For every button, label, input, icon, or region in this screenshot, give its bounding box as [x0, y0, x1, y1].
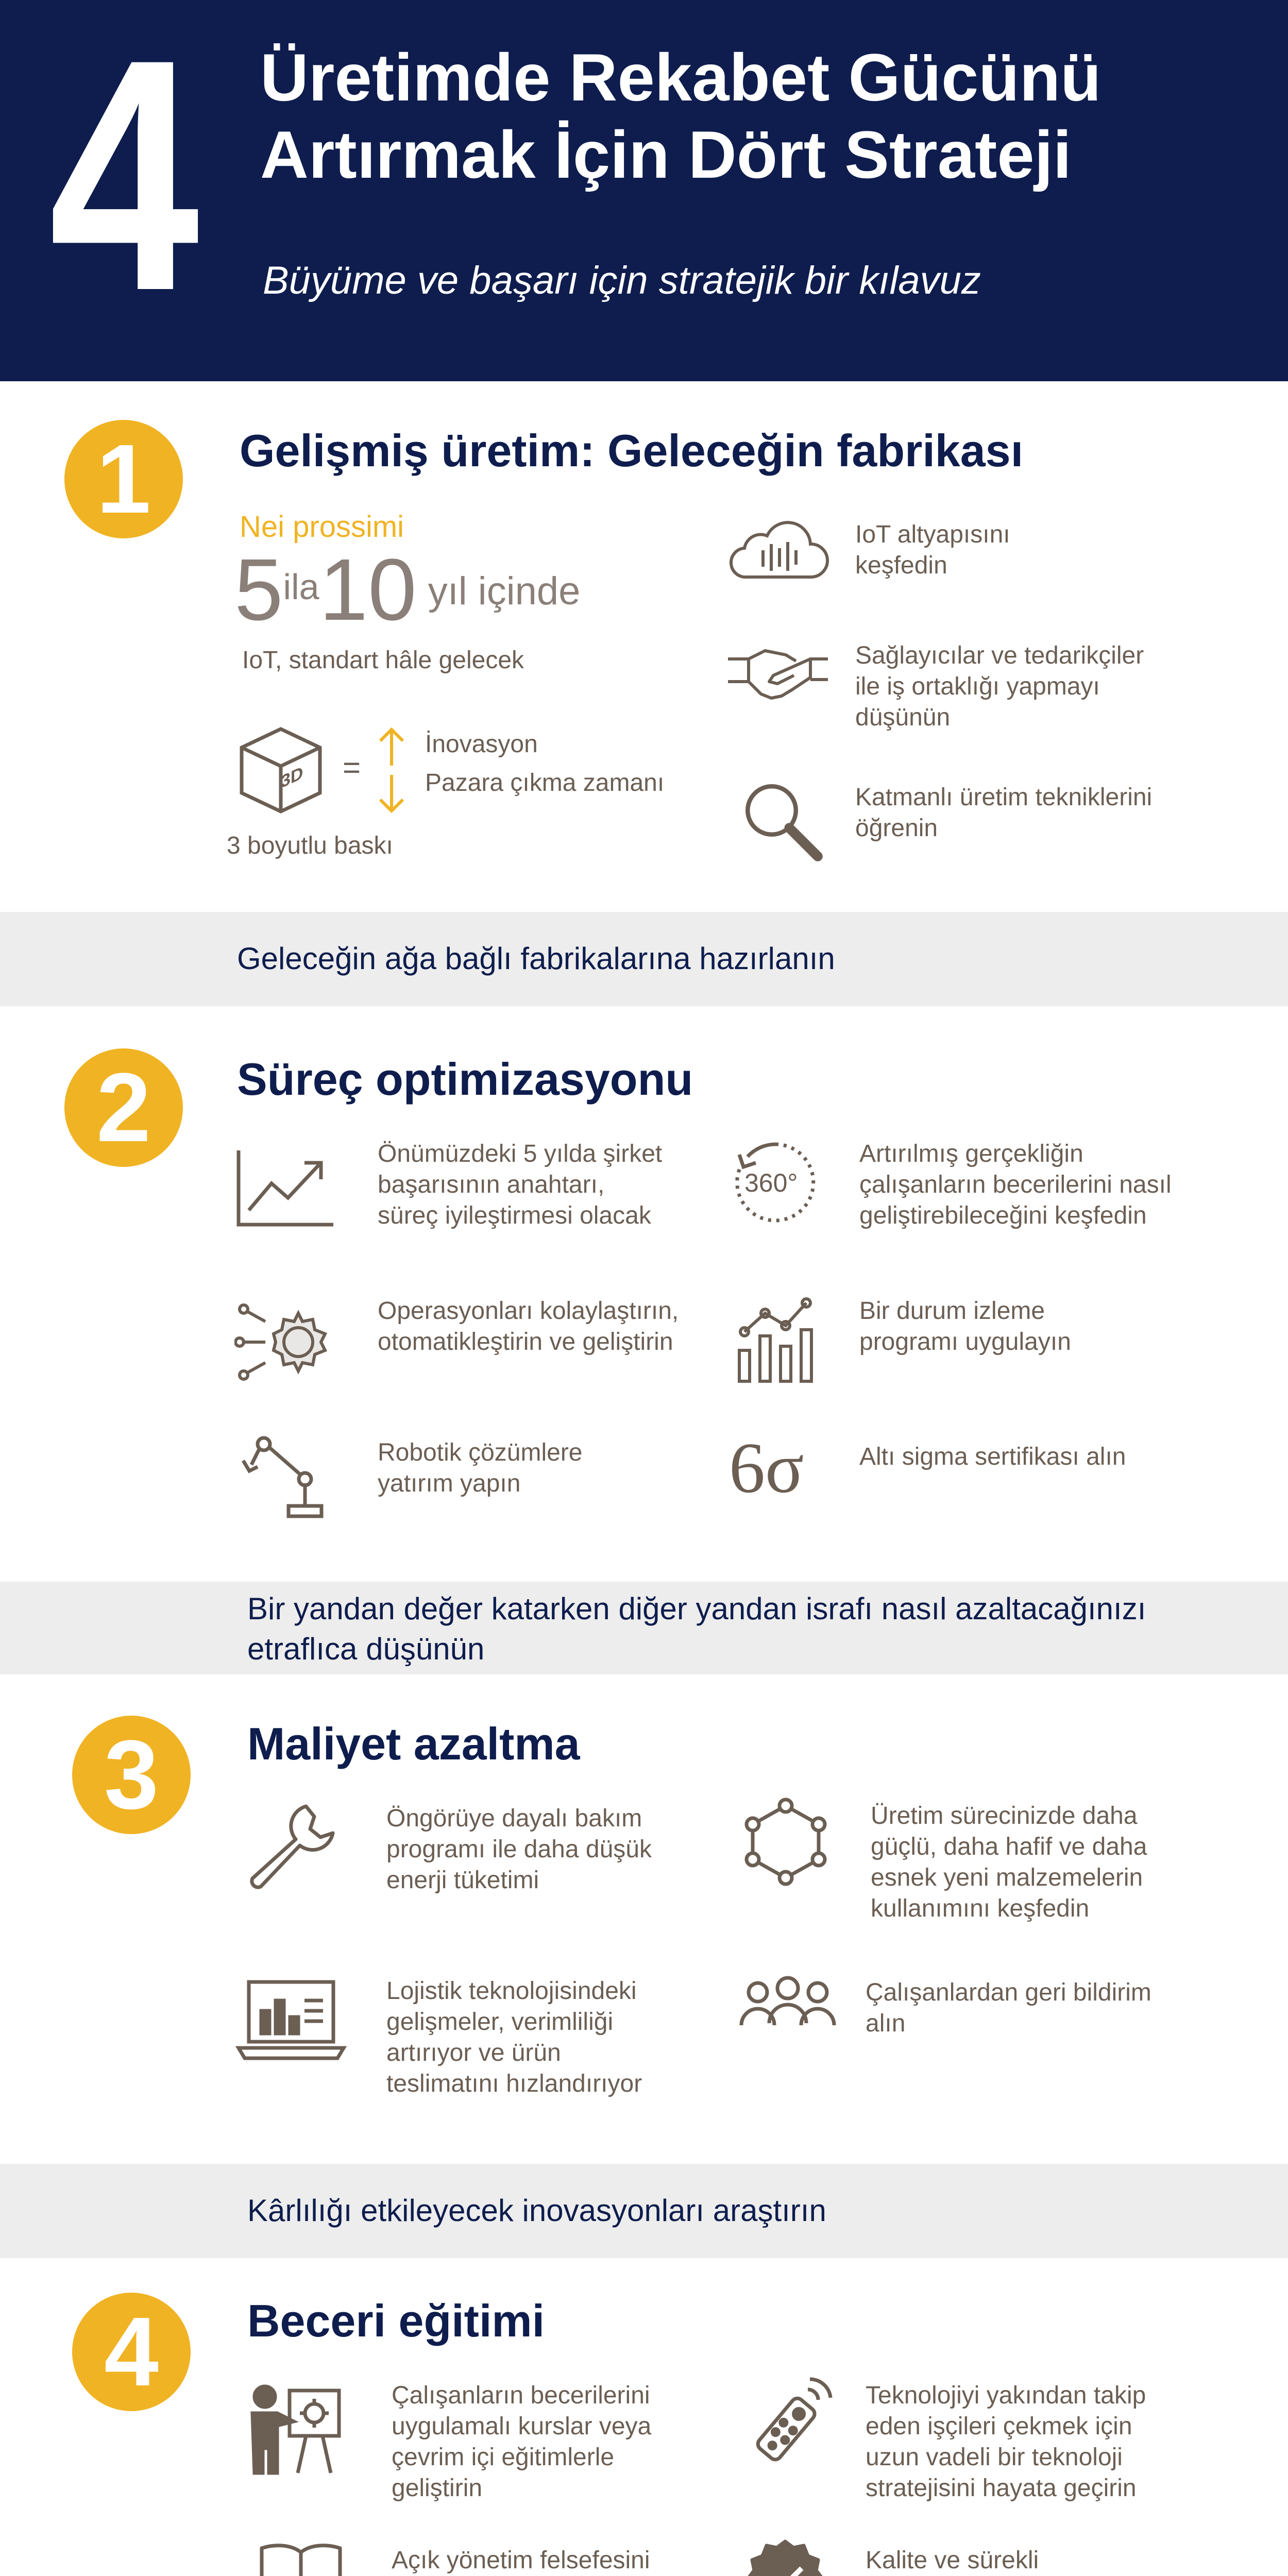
stat-to: 10: [319, 541, 417, 639]
stat-sep: ila: [283, 567, 319, 607]
s2-item-3-text: Operasyonları kolaylaştırın, otomatikleştirin ve geliştirin: [378, 1297, 679, 1355]
s1-item-3-text: Katmanlı üretim tekniklerini öğrenin: [855, 784, 1153, 842]
section3-number: 3: [104, 1720, 159, 1829]
molecule-icon: [739, 1795, 832, 1888]
3d-cube-label: 3D: [281, 762, 303, 793]
section1-number-badge: [64, 420, 183, 538]
section2-number: 2: [96, 1053, 151, 1162]
s2-item-1-text: Önümüzdeki 5 yılda şirket başarısının anahtarı, süreç iyileştirmesi olacak: [378, 1140, 663, 1229]
section2-band-text: Bir yandan değer katarken diğer yandan israfı nasıl azaltacağınızı etraflıca düşünün: [247, 1591, 1146, 1666]
gear-network-icon: [234, 1291, 337, 1394]
section1-stat: [234, 541, 581, 639]
section4-number: 4: [104, 2297, 159, 2406]
section1-nei-label: Nei prossimi: [240, 510, 404, 544]
header-title-line2: Artırmak İçin Dört Strateji: [260, 117, 1072, 192]
s4-item-4-text: Kalite ve sürekli: [866, 2547, 1039, 2574]
section2-title: Süreç optimizasyonu: [237, 1054, 693, 1105]
header-subtitle: Büyüme ve başarı için stratejik bir kılavuz: [263, 259, 981, 302]
s3-item-2-text: Üretim sürecinizde daha güçlü, daha hafif ve daha esnek yeni malzemelerin kullanımını keşfedin: [871, 1802, 1147, 1922]
monitoring-chart-icon: [729, 1291, 827, 1388]
s2-item-6-text: Altı sigma sertifikası alın: [859, 1443, 1126, 1470]
arrow-down-icon: [376, 773, 407, 814]
magnifier-icon: [737, 775, 824, 863]
stat-unit: yıl içinde: [428, 569, 581, 613]
trend-chart-icon: [234, 1146, 337, 1229]
open-book-icon: [258, 2540, 345, 2576]
section3-band: [0, 2164, 1288, 2258]
six-sigma-glyph: 6σ: [729, 1428, 804, 1508]
section2-number-badge: [64, 1048, 183, 1167]
section1-number: 1: [96, 425, 151, 534]
s4-item-2-text: Teknolojiyi yakından takip eden işçileri çekmek için uzun vadeli bir teknoloji stratejisini hayata geçirin: [866, 2382, 1146, 2502]
360-icon: [729, 1136, 822, 1229]
header-banner: [0, 0, 1288, 381]
s4-item-1-text: Çalışanların becerilerini uygulamalı kurslar veya çevrim içi eğitimlerle geliştirin: [392, 2382, 652, 2502]
cloud-icon: [724, 515, 832, 587]
section3-title: Maliyet azaltma: [247, 1718, 580, 1769]
s4-item-3-text: Açık yönetim felsefesini: [392, 2547, 650, 2574]
equals-sign: =: [343, 750, 361, 785]
award-badge-icon: [742, 2537, 829, 2576]
s1-item-2-text: Sağlayıcılar ve tedarikçiler ile iş ortaklığı yapmayı düşünün: [855, 642, 1144, 731]
section3-number-badge: [72, 1716, 191, 1834]
section3-band-text: Kârlılığı etkileyecek inovasyonları araştırın: [247, 2193, 826, 2228]
arrow-up-icon: [376, 726, 407, 768]
people-icon: [739, 1976, 837, 2032]
section1-title: Gelişmiş üretim: Geleceğin fabrikası: [240, 425, 1024, 476]
time-to-market-label: Pazara çıkma zamanı: [425, 769, 665, 796]
header-big-number: 4: [49, 0, 199, 359]
section4-title: Beceri eğitimi: [247, 2295, 545, 2346]
six-sigma-icon: [729, 1430, 832, 1507]
section1-band-text: Geleceğin ağa bağlı fabrikalarına hazırlanın: [237, 941, 835, 976]
360-label: 360°: [744, 1168, 798, 1197]
s2-item-5-text: Robotik çözümlere yatırım yapın: [378, 1439, 583, 1497]
header-title-line1: Üretimde Rekabet Gücünü: [260, 40, 1101, 115]
wrench-icon: [242, 1798, 340, 1896]
section2-band: [0, 1582, 1288, 1674]
robot-arm-icon: [237, 1430, 330, 1522]
section1-iot-note: IoT, standart hâle gelecek: [242, 647, 524, 674]
s2-item-4-text: Bir durum izleme programı uygulayın: [859, 1297, 1071, 1355]
3d-cube-icon: [229, 719, 332, 822]
presenter-icon: [242, 2380, 345, 2483]
handshake-icon: [724, 636, 832, 708]
s1-item-1-text: IoT altyapısını keşfedin: [855, 521, 1010, 579]
s3-item-3-text: Lojistik teknolojisindeki gelişmeler, verimliliği artırıyor ve ürün teslimatını hızlandırıyor: [386, 1977, 642, 2097]
remote-control-icon: [742, 2375, 835, 2468]
laptop-chart-icon: [234, 1976, 348, 2063]
s2-item-2-text: Artırılmış gerçekliğin çalışanların becerilerini nasıl geliştirebileceğini keşfedin: [859, 1140, 1172, 1229]
3d-printing-caption: 3 boyutlu baskı: [227, 832, 393, 859]
stat-from: 5: [234, 541, 283, 639]
innovation-label: İnovasyon: [425, 731, 538, 758]
section4-number-badge: [72, 2293, 191, 2411]
s3-item-1-text: Öngörüye dayalı bakım programı ile daha düşük enerji tüketimi: [386, 1805, 652, 1894]
section1-band: [0, 912, 1288, 1006]
s3-item-4-text: Çalışanlardan geri bildirim alın: [866, 1979, 1151, 2037]
